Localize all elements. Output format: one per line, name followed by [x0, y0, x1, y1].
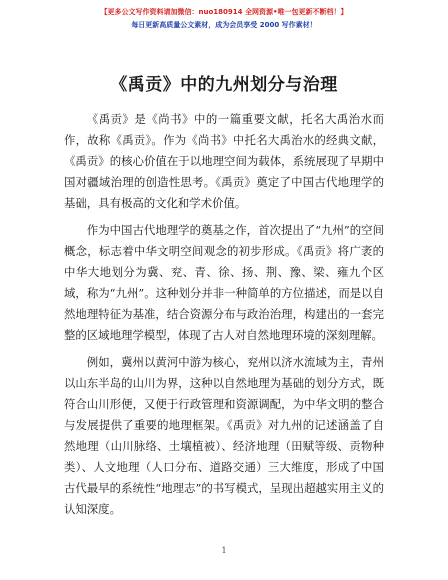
promo-banner-line2: 每日更新高质量公文素材，成为会员享受 2000 写作素材！ [131, 21, 317, 29]
promo-banner [0, 6, 448, 32]
document-body [64, 109, 384, 526]
paragraph-2: 作为中国古代地理学的奠基之作，首次提出了“九州”的空间概念，标志着中华文明空间观念的初步形成。《禹贡》将广袤的中华大地划分为冀、兖、青、徐、扬、荆、豫、梁、雍九个区域，称为“九州”。这种划分并非一种简单的方位描述，而是以自然地理特征为基准，结合资源分布与政治治理，构建出的一套完整的区域地理学模型，体现了古人对自然地理环境的深刻理解。 [64, 223, 384, 342]
paragraph-1: 《禹贡》是《尚书》中的一篇重要文献，托名大禹治水而作，故称《禹贡》。作为《尚书》中托名大禹治水的经典文献，《禹贡》的核心价值在于以地理空间为载体，系统展现了早期中国对疆域治理的创造性思考。《禹贡》奠定了中国古代地理学的基础，具有极高的文化和学术价值。 [64, 112, 384, 210]
document-title: 《禹贡》中的九州划分与治理 [110, 75, 338, 95]
promo-banner-line1: 【更多公文写作资料请加微信：nuo180914 全网资源•唯一包更新不断档！】 [100, 8, 348, 16]
paragraph-3: 例如，冀州以黄河中游为核心，兖州以济水流域为主，青州以山东半岛的山川为界，这种以自然地理为基础的划分方式，既符合山川形便，又便于行政管理和资源调配，为中华文明的整合与发展提供了重要的地理框架。《禹贡》对九州的记述涵盖了自然地理（山川脉络、土壤植被）、经济地理（田赋等级、贡物种类）、人文地理（人口分布、道路交通）三大维度，形成了中国古代最早的系统性“地理志”的书写模式，呈现出超越实用主义的认知深度。 [64, 355, 384, 516]
page-number: 1 [221, 546, 227, 555]
